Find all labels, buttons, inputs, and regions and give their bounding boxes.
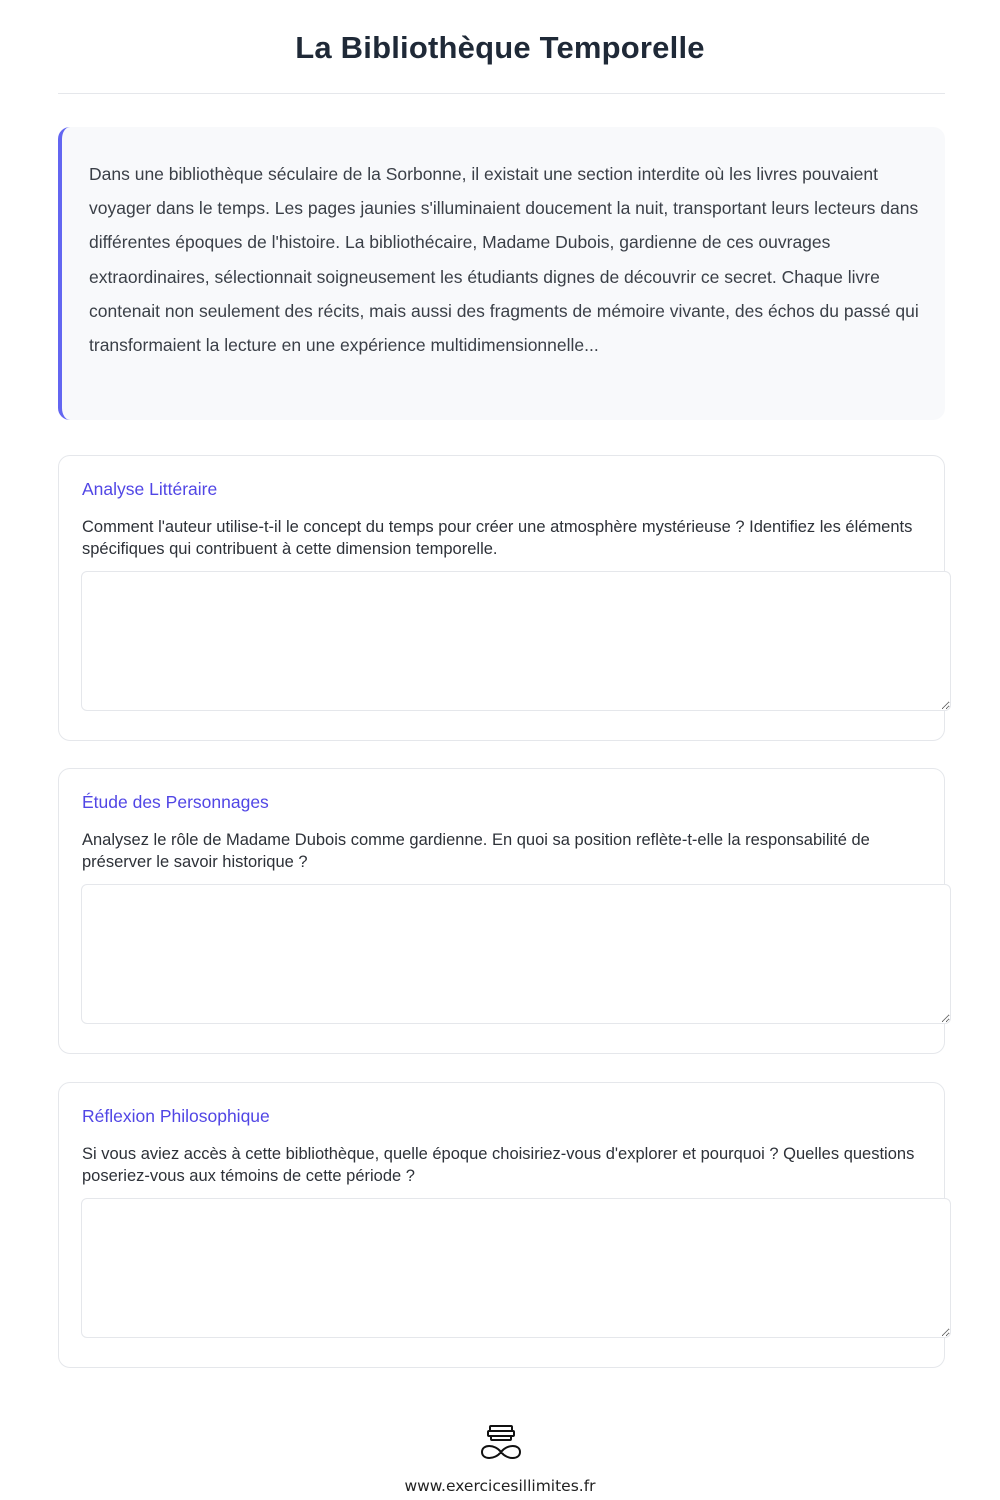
footer-url: www.exercicesillimites.fr [404, 1477, 596, 1495]
title-divider [58, 93, 945, 94]
story-passage [58, 127, 945, 420]
question-title: Étude des Personnages [82, 792, 269, 812]
answer-textarea[interactable] [81, 1198, 951, 1338]
question-text: Si vous aviez accès à cette bibliothèque, quelle époque choisiriez-vous d'explorer et pourquoi ? Quelles questions poseriez-vous aux témoins de cette période ? [82, 1145, 915, 1185]
question-title: Réflexion Philosophique [82, 1106, 270, 1126]
story-text: Dans une bibliothèque séculaire de la Sorbonne, il existait une section interdite où les livres pouvaient voyager dans le temps. Les pages jaunies s'illuminaient doucement la nuit, transportant leurs lecteurs dans différentes époques de l'histoire. La bibliothécaire, Madame Dubois, gardienne de ces ouvrages extraordinaires, sélectionnait soigneusement les étudiants dignes de découvrir ce secret. Chaque livre contenait non seulement des récits, mais aussi des fragments de mémoire vivante, des échos du passé qui transformaient la lecture en une expérience multidimensionnelle... [89, 164, 919, 356]
question-card-character-study [58, 768, 945, 1054]
answer-textarea[interactable] [81, 884, 951, 1024]
answer-textarea[interactable] [81, 571, 951, 711]
page-title: La Bibliothèque Temporelle [295, 30, 705, 65]
books-infinity-icon [476, 1424, 526, 1464]
question-card-philosophical-reflection [58, 1082, 945, 1368]
question-text: Analysez le rôle de Madame Dubois comme gardienne. En quoi sa position reflète-t-elle la responsabilité de préserver le savoir historique ? [82, 831, 870, 871]
question-text: Comment l'auteur utilise-t-il le concept du temps pour créer une atmosphère mystérieuse ? Identifiez les éléments spécifiques qui contribuent à cette dimension temporelle. [82, 518, 913, 558]
question-card-literary-analysis [58, 455, 945, 741]
question-title: Analyse Littéraire [82, 479, 218, 499]
